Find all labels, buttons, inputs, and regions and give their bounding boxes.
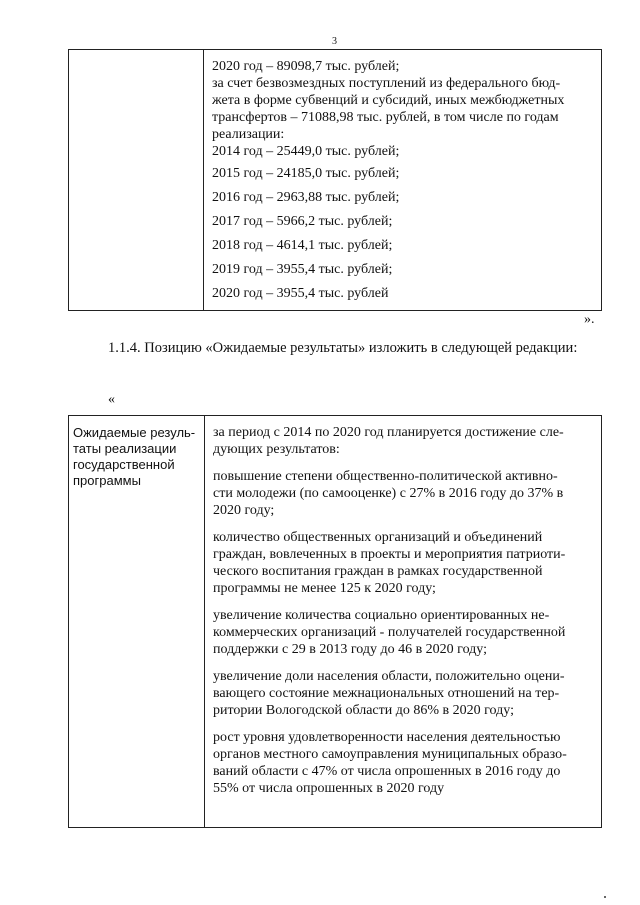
result-line: ритории Вологодской области до 86% в 2020 году;	[213, 703, 514, 718]
funding-year-line: 2019 год – 3955,4 тыс. рублей;	[212, 262, 393, 277]
result-line: коммерческих организаций - получателей государственной	[213, 625, 566, 640]
result-block	[213, 729, 595, 797]
result-line: органов местного самоуправления муниципальных образо-	[213, 747, 567, 762]
funding-year-line: 2014 год – 25449,0 тыс. рублей;	[212, 144, 400, 159]
result-line: ческого воспитания граждан в рамках государственной	[213, 564, 543, 579]
funding-year-line: 2018 год – 4614,1 тыс. рублей;	[212, 238, 393, 253]
funding-line: 2020 год – 89098,7 тыс. рублей;	[212, 59, 400, 74]
result-block	[213, 607, 595, 658]
results-value-cell	[206, 416, 601, 827]
result-line: дующих результатов:	[213, 442, 340, 457]
label-line: государственной	[73, 457, 175, 472]
result-line: поддержки с 29 в 2013 году до 46 в 2020 году;	[213, 642, 488, 657]
funding-value-cell	[204, 50, 601, 310]
funding-line: реализации:	[212, 127, 285, 142]
funding-year-line: 2017 год – 5966,2 тыс. рублей;	[212, 214, 393, 229]
funding-label-cell	[69, 50, 204, 310]
result-line: рост уровня удовлетворенности населения деятельностью	[213, 730, 561, 745]
result-line: ваний области с 47% от числа опрошенных в 2016 году до	[213, 764, 561, 779]
opening-quote: «	[108, 392, 115, 407]
label-line: Ожидаемые резуль-	[73, 425, 196, 440]
funding-year-line: 2016 год – 2963,88 тыс. рублей;	[212, 190, 400, 205]
result-line: 2020 году;	[213, 503, 275, 518]
result-block	[213, 529, 595, 597]
funding-line: трансфертов – 71088,98 тыс. рублей, в том числе по годам	[212, 110, 559, 125]
result-block	[213, 468, 595, 519]
funding-table	[68, 49, 602, 311]
results-table	[68, 415, 602, 828]
page-number: 3	[332, 36, 337, 47]
result-line: сти молодежи (по самооценке) с 27% в 2016 году до 37% в	[213, 486, 564, 501]
amendment-paragraph: 1.1.4. Позицию «Ожидаемые результаты» изложить в следующей редакции:	[108, 340, 578, 356]
result-block	[213, 668, 595, 719]
closing-quote: ».	[584, 312, 595, 327]
result-line: количество общественных организаций и объединений	[213, 530, 543, 545]
result-line: 55% от числа опрошенных в 2020 году	[213, 781, 445, 796]
result-block	[213, 424, 595, 458]
funding-line: жета в форме субвенций и субсидий, иных межбюджетных	[212, 93, 565, 108]
funding-line: за счет безвозмездных поступлений из федерального бюд-	[212, 76, 561, 91]
result-line: за период с 2014 по 2020 год планируется достижение сле-	[213, 425, 564, 440]
label-line: программы	[73, 473, 141, 488]
funding-year-line: 2015 год – 24185,0 тыс. рублей;	[212, 166, 400, 181]
label-line: таты реализации	[73, 441, 177, 456]
result-line: увеличение количества социально ориентированных не-	[213, 608, 550, 623]
result-line: повышение степени общественно-политической активно-	[213, 469, 558, 484]
funding-year-line: 2020 год – 3955,4 тыс. рублей	[212, 286, 389, 301]
results-label-cell	[69, 416, 205, 827]
result-line: увеличение доли населения области, положительно оцени-	[213, 669, 565, 684]
result-line: программы не менее 125 к 2020 году;	[213, 581, 436, 596]
scan-mark	[604, 896, 606, 898]
result-line: граждан, вовлеченных в проекты и мероприятия патриоти-	[213, 547, 566, 562]
result-line: вающего состояние межнациональных отношений на тер-	[213, 686, 560, 701]
